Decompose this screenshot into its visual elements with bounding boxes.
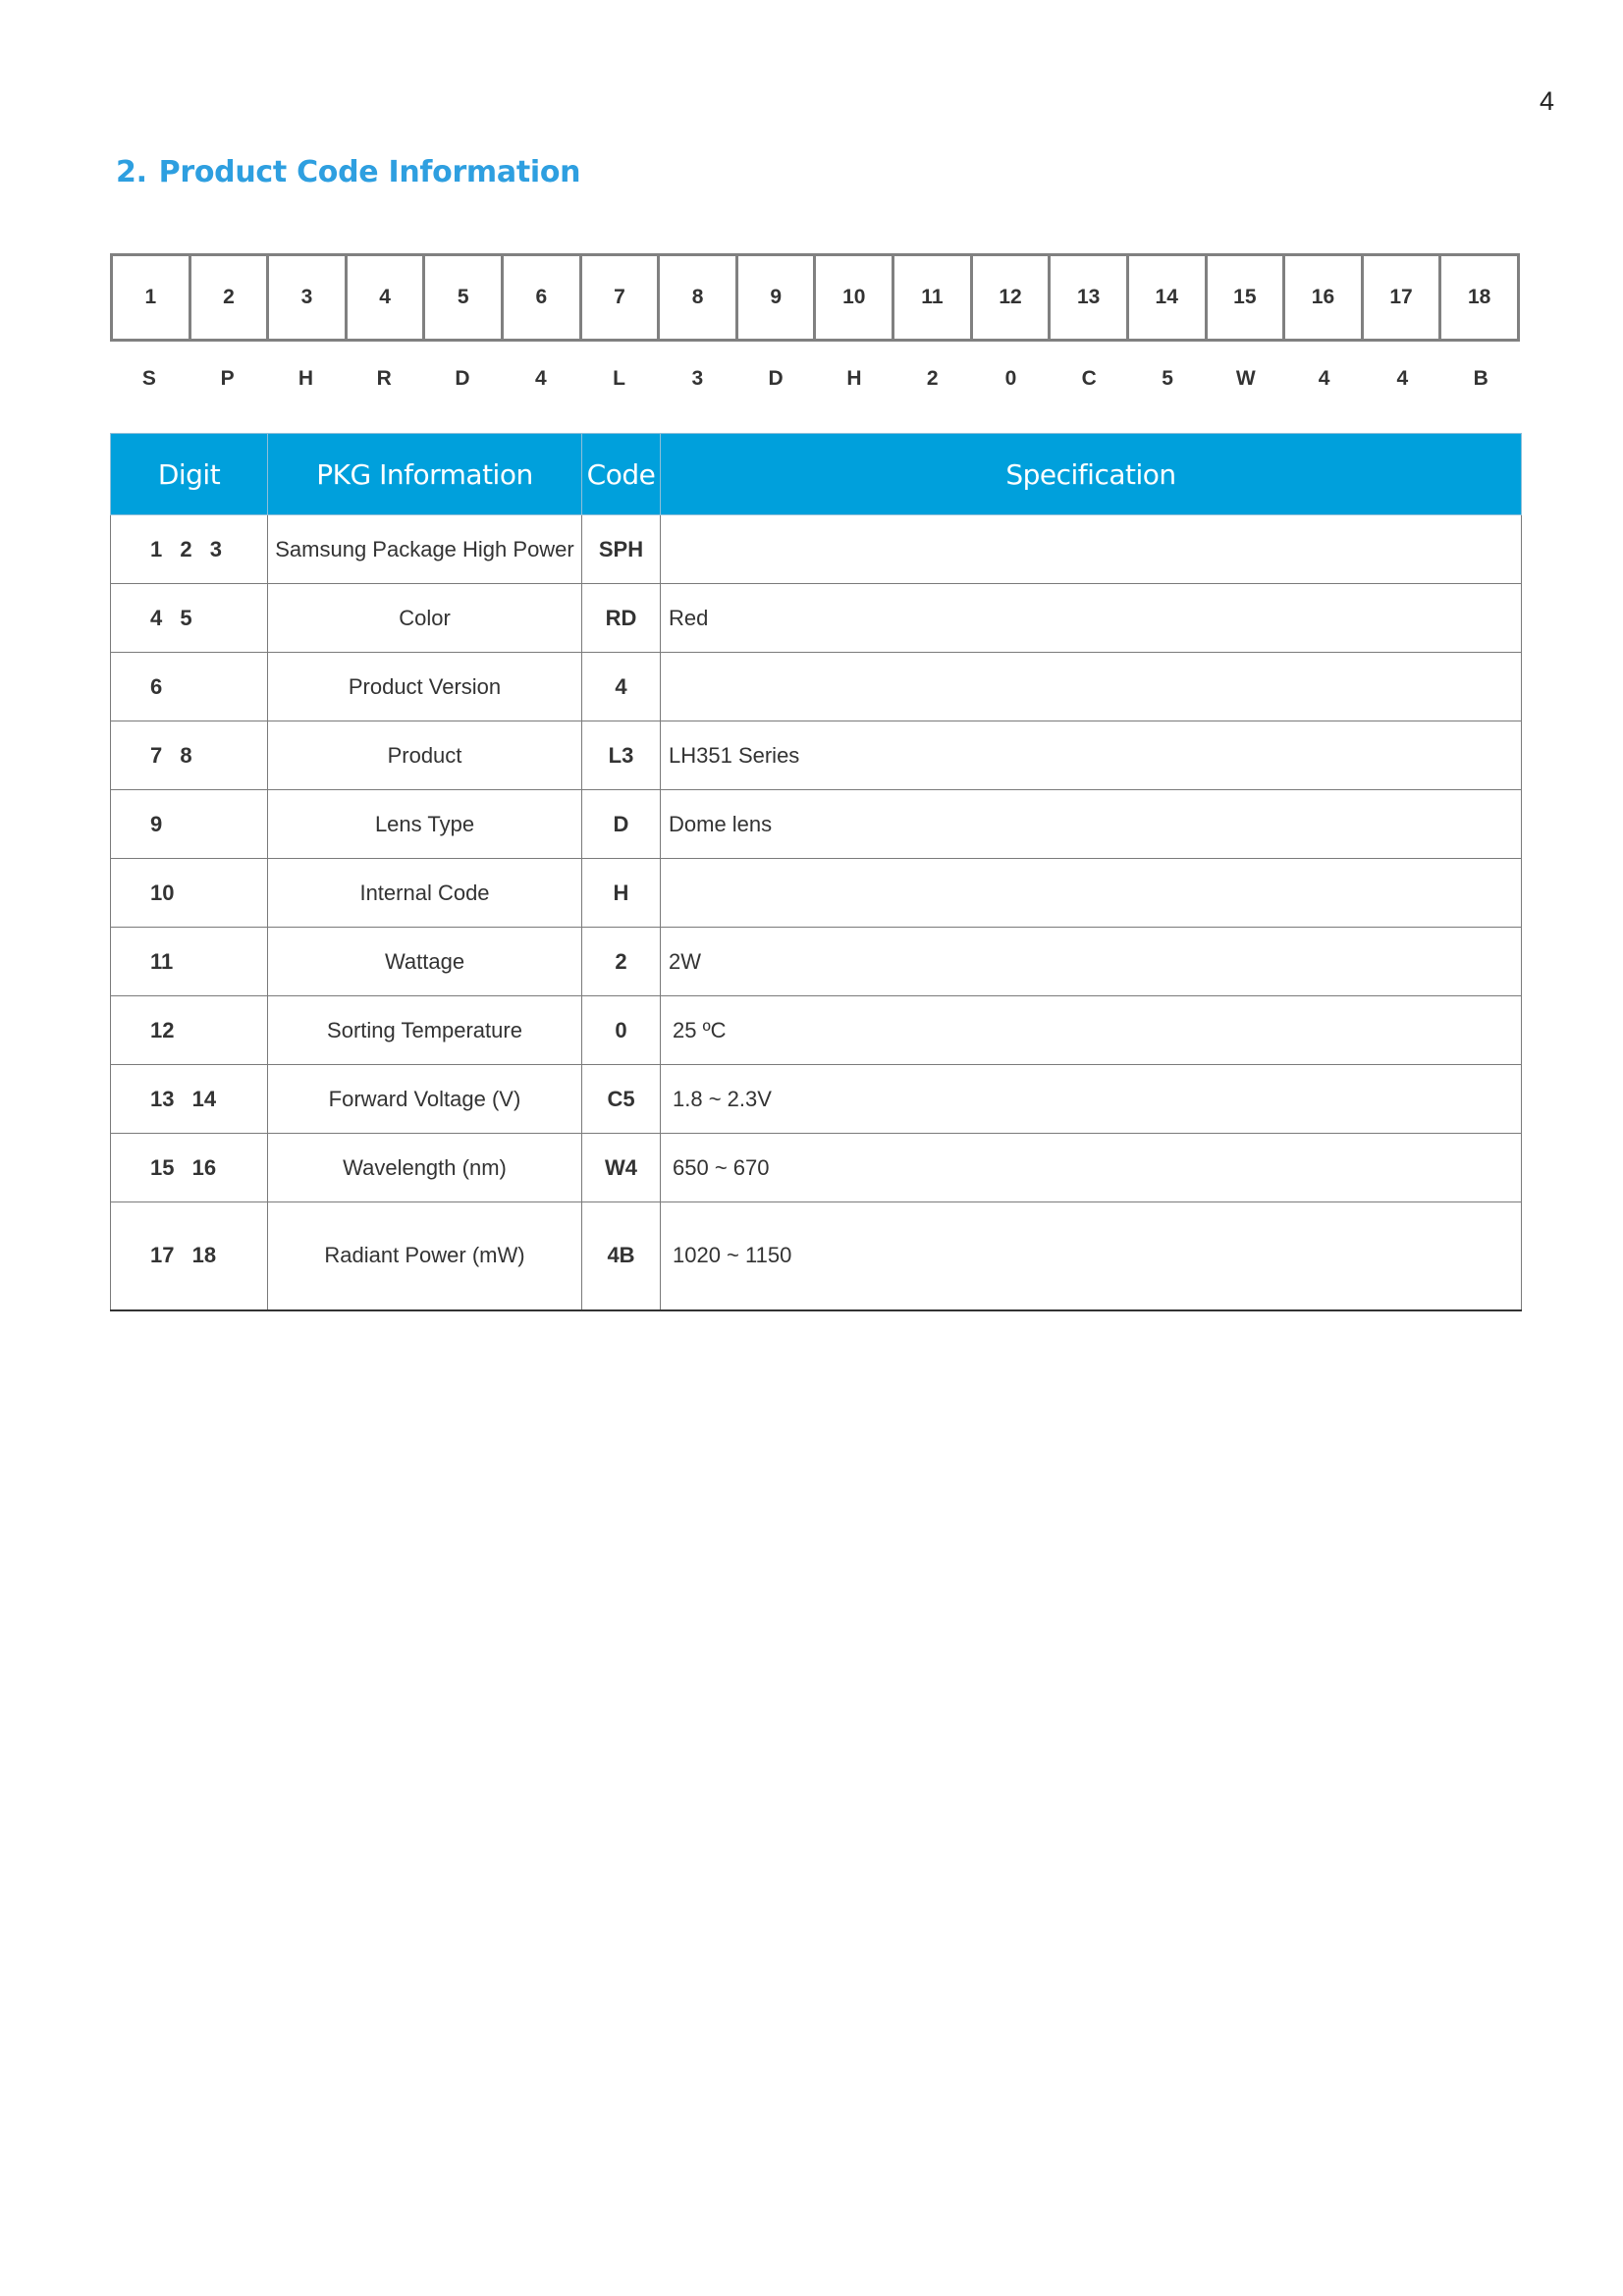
- code-letter: 5: [1162, 367, 1173, 390]
- section-number: 2.: [116, 155, 147, 189]
- pkg-info-cell: Color: [268, 584, 582, 653]
- code-position-box: 5: [425, 256, 504, 339]
- pkg-info-cell: Product: [268, 721, 582, 790]
- digit-cell: 12: [111, 996, 268, 1065]
- code-letter: C: [1081, 367, 1097, 390]
- code-cell: W4: [582, 1134, 661, 1202]
- code-position-box: 4: [348, 256, 426, 339]
- table-row: [111, 790, 1522, 859]
- code-letter: B: [1473, 367, 1488, 390]
- code-letter: D: [455, 367, 470, 390]
- code-position-box: 14: [1129, 256, 1208, 339]
- specification-cell: LH351 Series: [661, 721, 1522, 790]
- table-row: [111, 515, 1522, 584]
- code-cell: SPH: [582, 515, 661, 584]
- code-letter: S: [141, 367, 156, 390]
- code-cell: 2: [582, 928, 661, 996]
- section-title: [116, 155, 580, 189]
- code-cell: 4B: [582, 1202, 661, 1310]
- specification-cell: [661, 859, 1522, 928]
- pkg-info-cell: Product Version: [268, 653, 582, 721]
- table-row: [111, 859, 1522, 928]
- code-letter: 4: [1396, 367, 1409, 390]
- table-row: [111, 928, 1522, 996]
- code-position-box: 17: [1364, 256, 1442, 339]
- specification-cell: Red: [661, 584, 1522, 653]
- table-row: [111, 1134, 1522, 1202]
- code-letter: R: [376, 367, 392, 390]
- code-position-box: 6: [504, 256, 582, 339]
- header-code: Code: [582, 434, 661, 515]
- table-header-row: [111, 434, 1522, 515]
- digit-cell: 11: [111, 928, 268, 996]
- code-position-box: 3: [269, 256, 348, 339]
- specification-cell: Dome lens: [661, 790, 1522, 859]
- table-row: [111, 584, 1522, 653]
- specification-cell: 25 ºC: [661, 996, 1522, 1065]
- code-letter: 4: [1318, 367, 1330, 390]
- code-cell: D: [582, 790, 661, 859]
- specification-cell: 1020 ~ 1150: [661, 1202, 1522, 1310]
- digit-cell: 6: [111, 653, 268, 721]
- table-row: [111, 996, 1522, 1065]
- code-letter: W: [1235, 367, 1256, 390]
- specification-cell: 650 ~ 670: [661, 1134, 1522, 1202]
- pkg-info-cell: Forward Voltage (V): [268, 1065, 582, 1134]
- specification-cell: 2W: [661, 928, 1522, 996]
- specification-cell: 1.8 ~ 2.3V: [661, 1065, 1522, 1134]
- code-cell: L3: [582, 721, 661, 790]
- product-code-table: [110, 433, 1522, 1311]
- header-pkg-information: PKG Information: [268, 434, 582, 515]
- code-letter: P: [220, 367, 235, 390]
- code-letter: 3: [691, 367, 704, 390]
- digit-cell: 9: [111, 790, 268, 859]
- code-position-boxes: [110, 253, 1520, 342]
- specification-cell: [661, 653, 1522, 721]
- pkg-info-cell: Sorting Temperature: [268, 996, 582, 1065]
- digit-cell: 13 14: [111, 1065, 268, 1134]
- code-position-box: 13: [1051, 256, 1129, 339]
- code-position-box: 15: [1208, 256, 1286, 339]
- code-position-box: 8: [660, 256, 738, 339]
- code-letter: 4: [534, 367, 547, 390]
- code-letter: 0: [1004, 367, 1017, 390]
- code-letter: D: [768, 367, 784, 390]
- code-position-box: 1: [113, 256, 191, 339]
- code-cell: RD: [582, 584, 661, 653]
- code-letter: H: [846, 367, 862, 390]
- header-specification: Specification: [661, 434, 1522, 515]
- code-position-box: 9: [738, 256, 817, 339]
- code-position-box: 16: [1285, 256, 1364, 339]
- section-title-text: Product Code Information: [158, 155, 581, 189]
- pkg-info-cell: Wattage: [268, 928, 582, 996]
- pkg-info-cell: Internal Code: [268, 859, 582, 928]
- page-number: 4: [1539, 86, 1554, 116]
- pkg-info-cell: Samsung Package High Power: [268, 515, 582, 584]
- code-letter: 2: [926, 367, 939, 390]
- code-position-box: 18: [1467, 286, 1491, 308]
- table-row: [111, 653, 1522, 721]
- code-position-box: 12: [973, 256, 1052, 339]
- pkg-info-cell: Wavelength (nm): [268, 1134, 582, 1202]
- digit-cell: 10: [111, 859, 268, 928]
- code-position-box: 10: [816, 256, 894, 339]
- specification-cell: [661, 515, 1522, 584]
- code-letter-row: [110, 359, 1520, 399]
- pkg-info-cell: Radiant Power (mW): [268, 1202, 582, 1310]
- code-cell: C5: [582, 1065, 661, 1134]
- code-position-box: 11: [894, 256, 973, 339]
- pkg-info-cell: Lens Type: [268, 790, 582, 859]
- digit-cell: 4 5: [111, 584, 268, 653]
- code-cell: 4: [582, 653, 661, 721]
- code-position-box: 7: [582, 256, 661, 339]
- table-row: [111, 721, 1522, 790]
- digit-cell: 1 2 3: [111, 515, 268, 584]
- code-cell: 0: [582, 996, 661, 1065]
- header-digit: Digit: [111, 434, 268, 515]
- code-letter: L: [613, 367, 625, 390]
- digit-cell: 15 16: [111, 1134, 268, 1202]
- code-letter: H: [298, 367, 314, 390]
- table-row: [111, 1202, 1522, 1310]
- digit-cell: 17 18: [111, 1202, 268, 1310]
- code-position-box: 2: [191, 256, 270, 339]
- digit-cell: 7 8: [111, 721, 268, 790]
- table-row: [111, 1065, 1522, 1134]
- code-cell: H: [582, 859, 661, 928]
